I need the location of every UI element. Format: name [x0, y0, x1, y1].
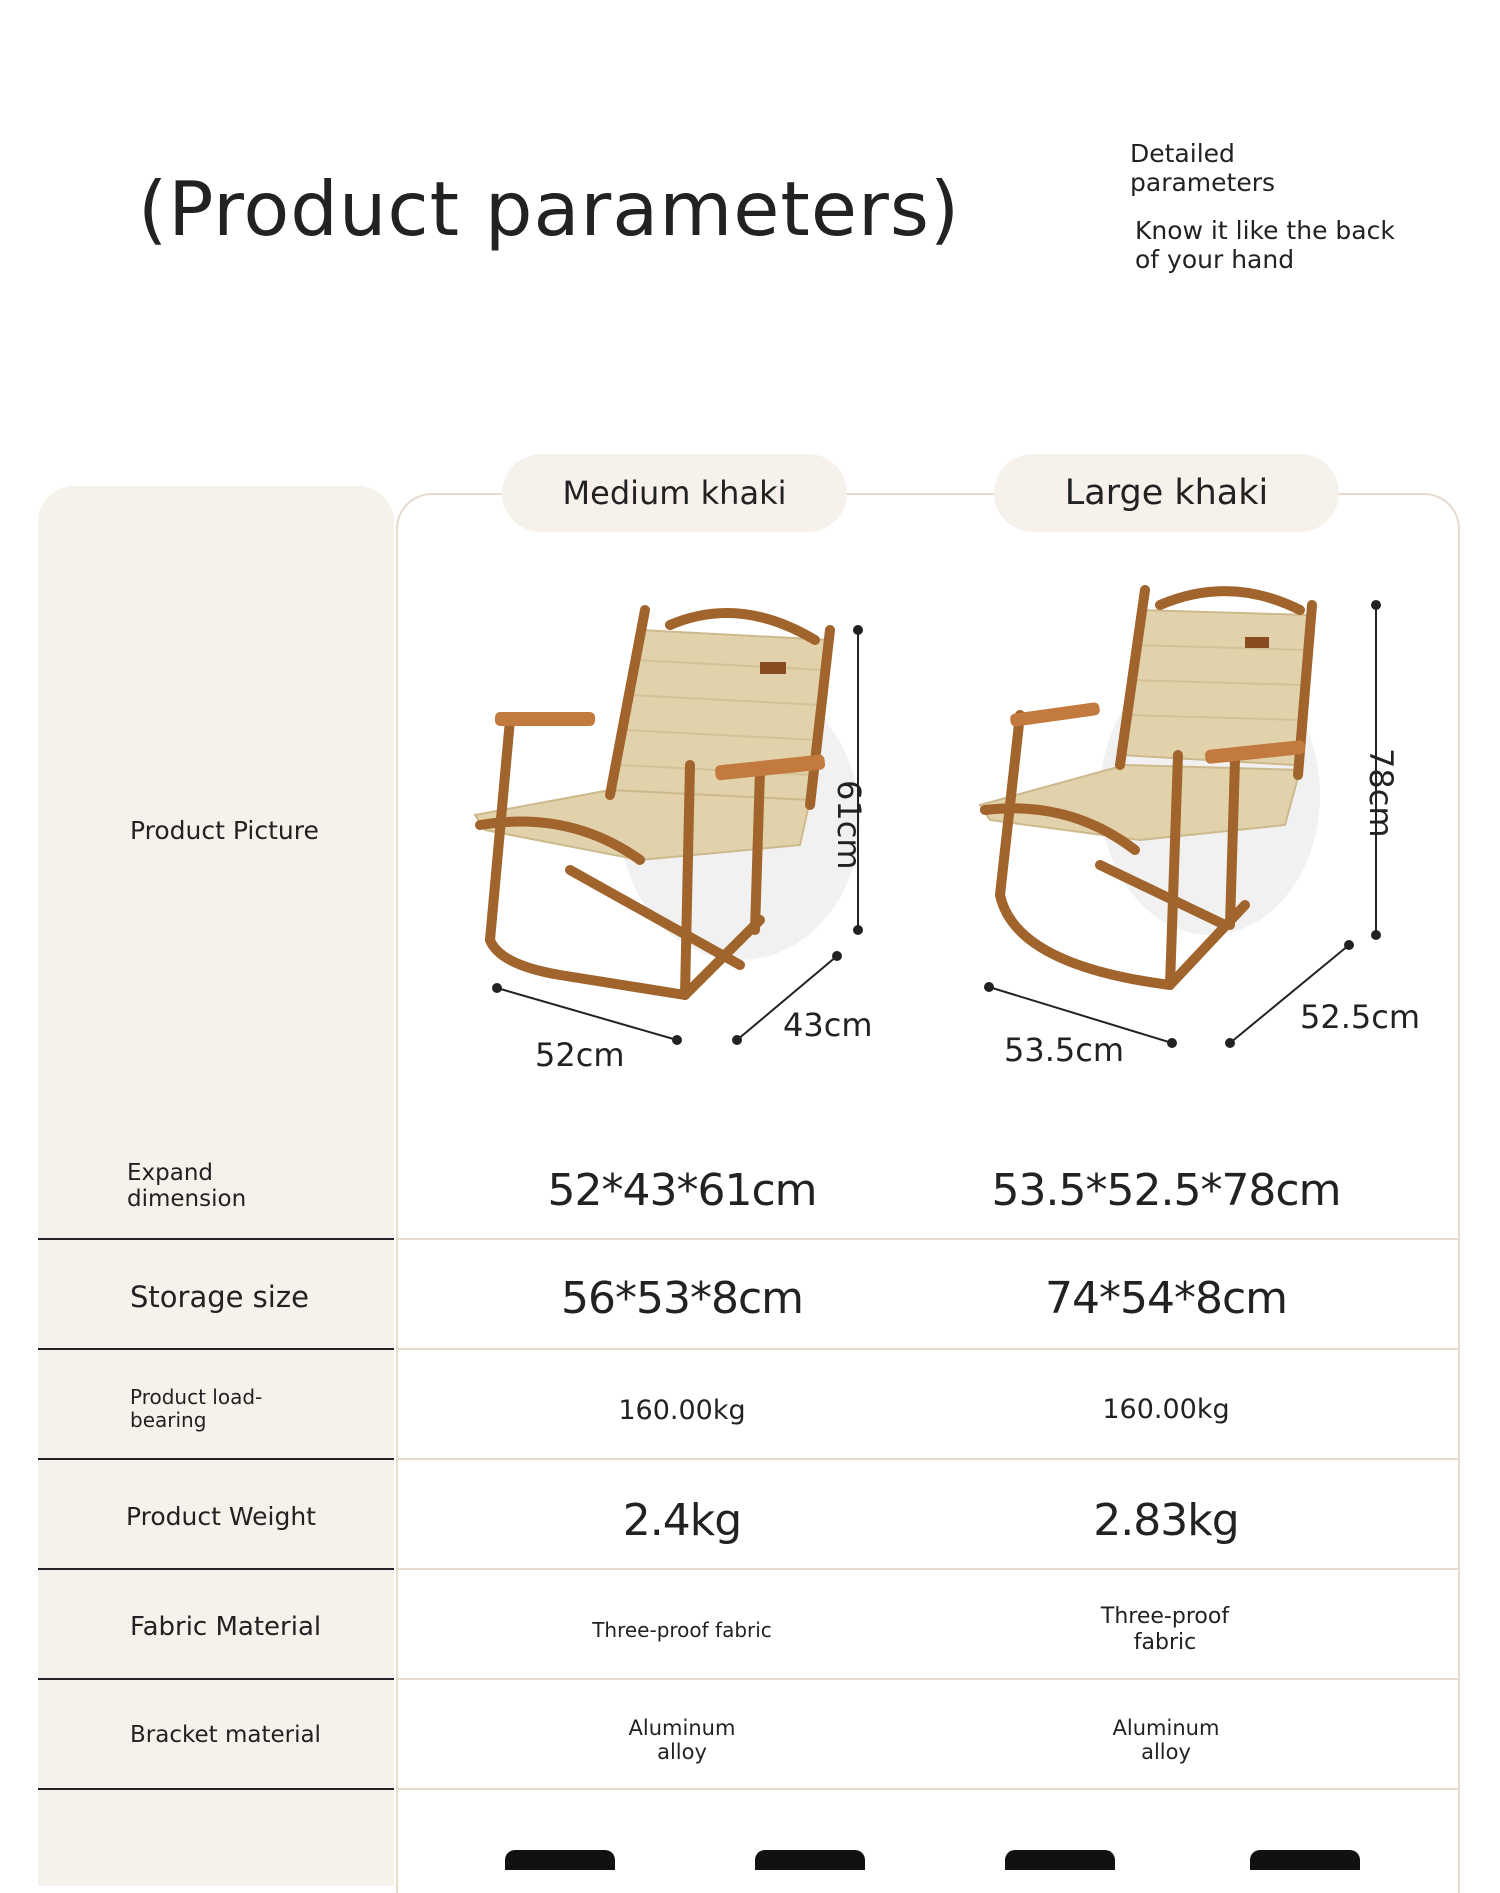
next-row-item: [1250, 1850, 1360, 1870]
column-header-large: Large khaki: [994, 454, 1339, 532]
storage-medium: 56*53*8cm: [560, 1272, 804, 1324]
large-depth-label: 52.5cm: [1300, 998, 1421, 1036]
row-divider: [38, 1458, 394, 1460]
row-label-weight: Product Weight: [126, 1502, 316, 1531]
row-divider: [38, 1568, 394, 1570]
expand-large: 53.5*52.5*78cm: [991, 1164, 1341, 1216]
medium-depth-label: 43cm: [783, 1006, 873, 1044]
row-label-fabric: Fabric Material: [130, 1612, 322, 1642]
row-divider: [396, 1678, 1460, 1680]
row-divider: [38, 1348, 394, 1350]
medium-height-label: 61cm: [830, 780, 868, 870]
row-divider: [38, 1238, 394, 1240]
next-row-item: [755, 1850, 865, 1870]
row-divider: [396, 1458, 1460, 1460]
row-divider: [396, 1788, 1460, 1790]
next-row-item: [1005, 1850, 1115, 1870]
row-divider: [396, 1348, 1460, 1350]
weight-medium: 2.4kg: [622, 1494, 742, 1546]
bracket-medium: Aluminum alloy: [628, 1716, 736, 1764]
weight-large: 2.83kg: [1093, 1494, 1239, 1546]
row-label-picture: Product Picture: [130, 815, 319, 845]
bracket-large: Aluminum alloy: [1112, 1716, 1220, 1764]
medium-chair-image: [440, 570, 960, 1090]
fabric-large: Three-proof fabric: [1100, 1604, 1230, 1655]
column-header-medium: Medium khaki: [502, 454, 847, 532]
page-title: (Product parameters): [138, 165, 961, 253]
subtitle-know: Know it like the back of your hand: [1135, 216, 1395, 274]
expand-medium: 52*43*61cm: [547, 1164, 817, 1216]
row-divider: [38, 1678, 394, 1680]
row-divider: [396, 1568, 1460, 1570]
row-label-expand: Expand dimension: [127, 1160, 247, 1212]
subtitle-detailed: Detailed parameters: [1130, 139, 1276, 197]
medium-width-label: 52cm: [535, 1036, 625, 1074]
next-row-item: [505, 1850, 615, 1870]
load-large: 160.00kg: [1102, 1393, 1230, 1425]
fabric-medium: Three-proof fabric: [592, 1617, 772, 1642]
large-chair-image: [960, 565, 1420, 1065]
large-height-label: 78cm: [1362, 748, 1400, 838]
load-medium: 160.00kg: [618, 1394, 746, 1426]
row-label-load: Product load-bearing: [130, 1385, 263, 1432]
row-label-storage: Storage size: [130, 1280, 309, 1314]
storage-large: 74*54*8cm: [1044, 1272, 1288, 1324]
row-label-bracket: Bracket material: [130, 1722, 321, 1748]
large-width-label: 53.5cm: [1004, 1031, 1125, 1069]
row-divider: [38, 1788, 394, 1790]
row-divider: [396, 1238, 1460, 1240]
